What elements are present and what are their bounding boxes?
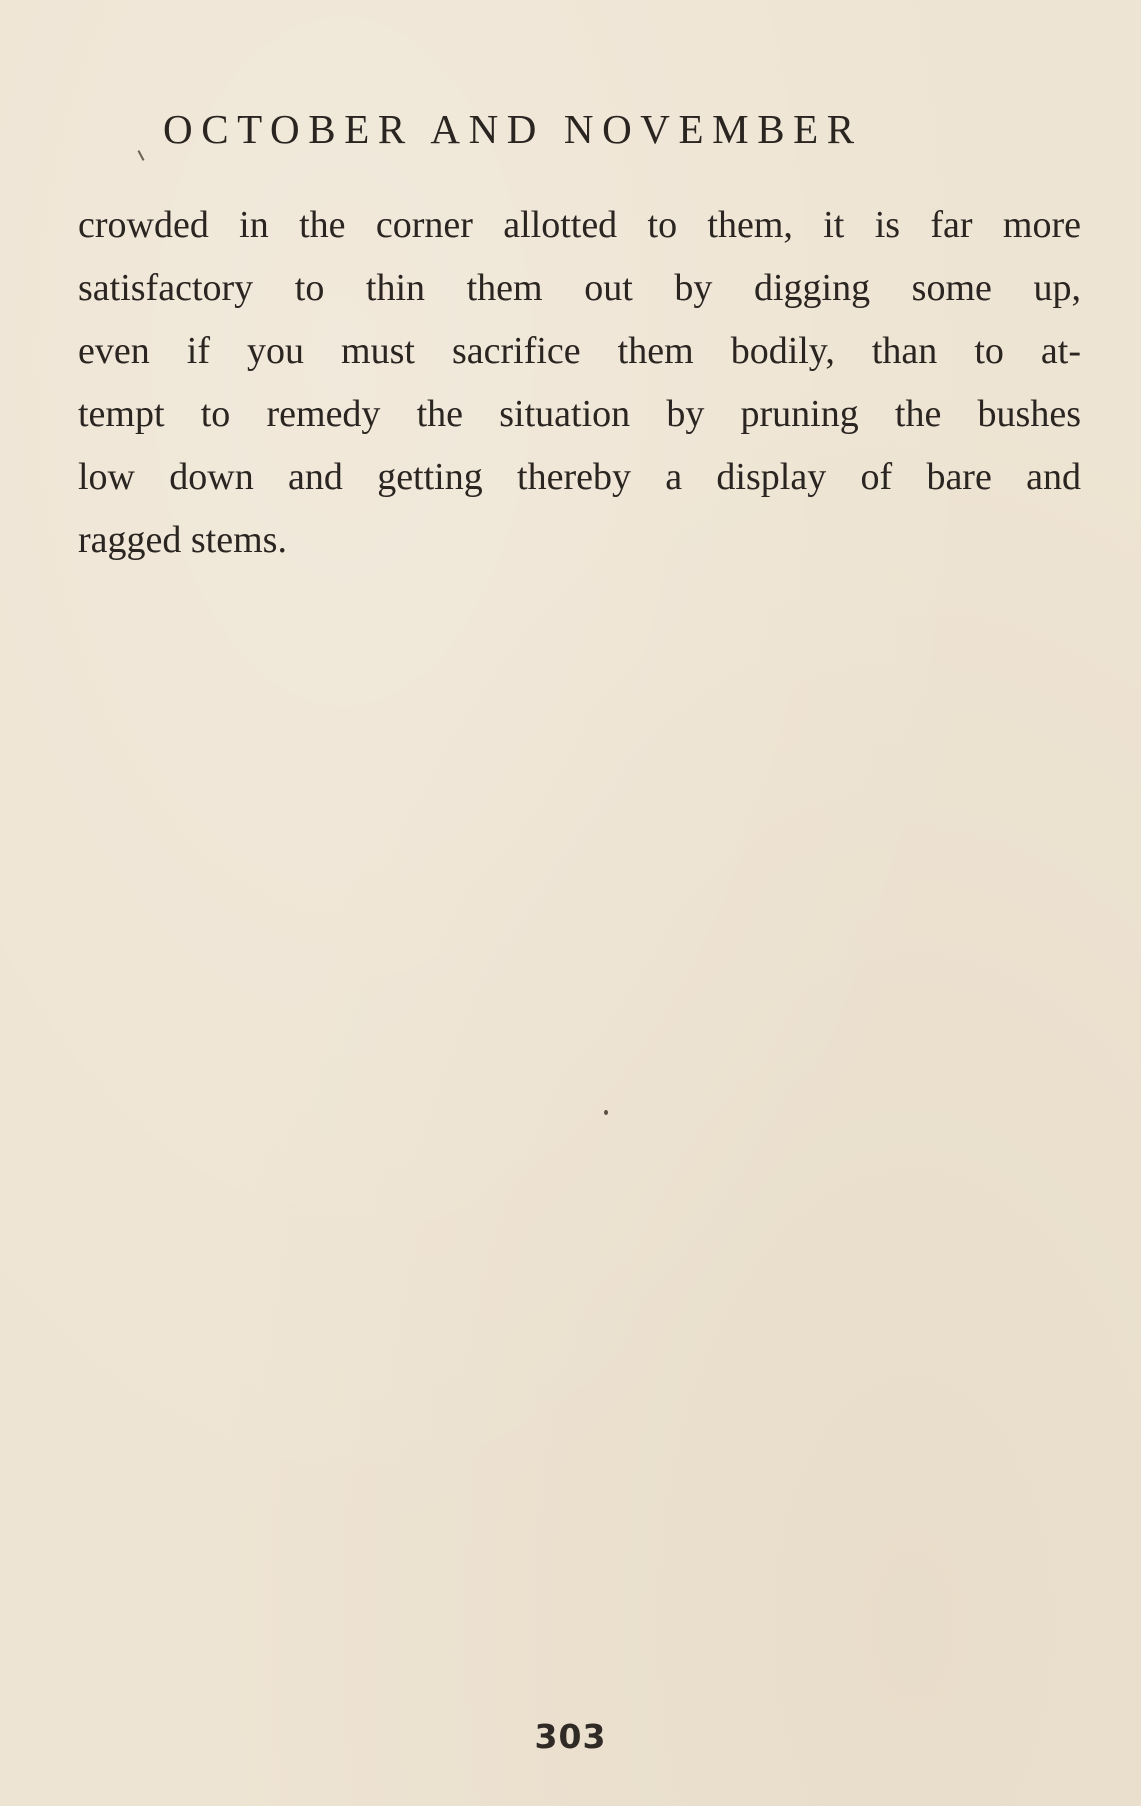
running-head: OCTOBER AND NOVEMBER — [163, 106, 863, 152]
page-number: 303 — [534, 1717, 607, 1756]
text-line: even if you must sacrifice them bodily, than to at- — [78, 330, 1081, 372]
text-line: satisfactory to thin them out by digging some up, — [78, 267, 1081, 309]
text-line: ragged stems. — [78, 519, 287, 561]
text-line: crowded in the corner allotted to them, it is far more — [78, 204, 1081, 246]
text-line: tempt to remedy the situation by pruning the bushes — [78, 393, 1081, 435]
body-paragraph — [78, 194, 1081, 572]
text-line: low down and getting thereby a display of bare and — [78, 456, 1081, 498]
paper-speck — [604, 1110, 608, 1115]
ink-mark — [138, 150, 145, 161]
